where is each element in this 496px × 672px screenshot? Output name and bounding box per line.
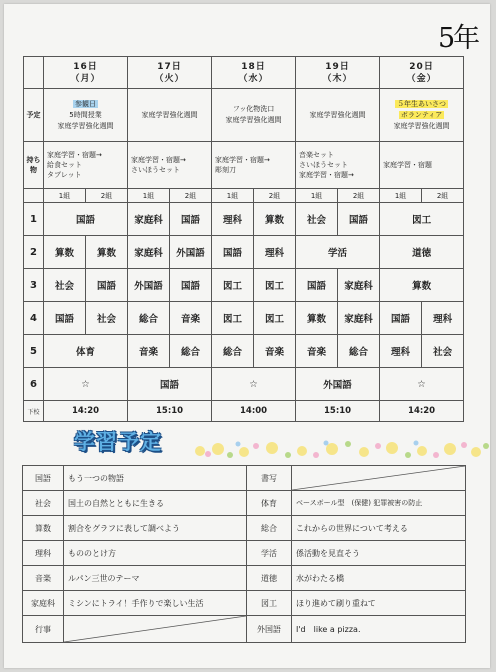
lesson-cell: 社会 (296, 203, 338, 236)
plan-row (23, 541, 466, 566)
lesson-cell: 総合 (338, 335, 380, 368)
weekly-schedule-table (23, 56, 464, 422)
plan-subject: 道徳 (247, 566, 292, 591)
plan-topic: 割合をグラフに表して調べよう (64, 516, 247, 541)
lesson-cell: 家庭科 (338, 302, 380, 335)
sankanbi-badge: 参観日 (75, 99, 96, 108)
plan-subject: 外国語 (247, 616, 292, 643)
lesson-cell: 総合 (170, 335, 212, 368)
period-row-6 (24, 368, 464, 401)
lesson-cell: 国語 (380, 302, 422, 335)
mochimono-fri: 家庭学習・宿題 (380, 142, 464, 189)
plan-row (23, 591, 466, 616)
lesson-cell: 国語 (212, 236, 254, 269)
lesson-cell: 外国語 (170, 236, 212, 269)
plan-row (23, 616, 466, 643)
plan-subject: 行事 (23, 616, 64, 643)
lesson-cell: 理科 (254, 236, 296, 269)
mochimono-label: 持ち物 (24, 142, 44, 189)
dismissal-row (24, 401, 464, 422)
lesson-cell: 家庭科 (338, 269, 380, 302)
yotei-label: 予定 (24, 89, 44, 142)
plan-topic: 国土の自然とともに生きる (64, 491, 247, 516)
plan-topic: ルパン三世のテーマ (64, 566, 247, 591)
learning-plan-table (22, 465, 466, 643)
lesson-cell: 図工 (212, 269, 254, 302)
mochimono-mon: 家庭学習・宿題→ 給食セット タブレット (44, 142, 128, 189)
period-number: 5 (24, 335, 44, 368)
lesson-cell: 図工 (212, 302, 254, 335)
lesson-cell: 家庭科 (128, 236, 170, 269)
plan-row (23, 566, 466, 591)
period-number: 2 (24, 236, 44, 269)
period-number: 1 (24, 203, 44, 236)
lesson-cell: 社会 (86, 302, 128, 335)
lesson-cell: 算数 (86, 236, 128, 269)
plan-topic: これからの世界について考える (292, 516, 466, 541)
lesson-cell: 音楽 (170, 302, 212, 335)
lesson-cell: 音楽 (254, 335, 296, 368)
plan-subject: 社会 (23, 491, 64, 516)
dismissal-time: 14:20 (44, 401, 128, 422)
lesson-cell: 道徳 (380, 236, 464, 269)
dismissal-time: 15:10 (296, 401, 380, 422)
lesson-cell: 国語 (86, 269, 128, 302)
lesson-cell: 総合 (128, 302, 170, 335)
yotei-tue: 家庭学習強化週間 (128, 89, 212, 142)
plan-topic: 水がわたる橋 (292, 566, 466, 591)
lesson-cell: 国語 (170, 269, 212, 302)
period-row-4 (24, 302, 464, 335)
plan-subject: 音楽 (23, 566, 64, 591)
yotei-wed: フッ化物洗口 家庭学習強化週間 (212, 89, 296, 142)
lesson-cell: 国語 (170, 203, 212, 236)
yotei-row (24, 89, 464, 142)
mochimono-row (24, 142, 464, 189)
lesson-cell: 外国語 (128, 269, 170, 302)
period-row-5 (24, 335, 464, 368)
yotei-thu: 家庭学習強化週間 (296, 89, 380, 142)
lesson-cell: 社会 (422, 335, 464, 368)
lesson-cell: 学活 (296, 236, 380, 269)
lesson-cell: 図工 (380, 203, 464, 236)
lesson-cell: 算数 (380, 269, 464, 302)
yotei-fri: ５年生あいさつ ボランティア 家庭学習強化週間 (380, 89, 464, 142)
day-header-mon: 16日 （月） (44, 57, 128, 89)
yotei-mon: 参観日 5時間授業 家庭学習強化週間 (44, 89, 128, 142)
lesson-cell: 国語 (296, 269, 338, 302)
lesson-cell: ☆ (44, 368, 128, 401)
lesson-cell: 国語 (44, 203, 128, 236)
lesson-cell: 算数 (254, 203, 296, 236)
lesson-cell: 国語 (128, 368, 212, 401)
period-row-2 (24, 236, 464, 269)
plan-row (23, 516, 466, 541)
lesson-cell: 算数 (44, 236, 86, 269)
dismissal-time: 15:10 (128, 401, 212, 422)
lesson-cell: 国語 (338, 203, 380, 236)
mochimono-wed: 家庭学習・宿題→ 彫刻刀 (212, 142, 296, 189)
period-number: 3 (24, 269, 44, 302)
dismissal-time: 14:00 (212, 401, 296, 422)
plan-topic: ほり進めて刷り重ねて (292, 591, 466, 616)
lesson-cell: 理科 (380, 335, 422, 368)
plan-topic: 係活動を見直そう (292, 541, 466, 566)
plan-subject: 学活 (247, 541, 292, 566)
plan-subject: 図工 (247, 591, 292, 616)
lesson-cell: 理科 (422, 302, 464, 335)
mochimono-tue: 家庭学習・宿題→ さいほうセット (128, 142, 212, 189)
lesson-cell: ☆ (380, 368, 464, 401)
period-row-1 (24, 203, 464, 236)
day-header-fri: 20日 （金） (380, 57, 464, 89)
period-number: 6 (24, 368, 44, 401)
plan-topic-empty (292, 466, 466, 491)
flower-decoration (192, 437, 492, 459)
plan-topic: ベースボール型 (保健) 犯罪被害の防止 (292, 491, 466, 516)
plan-subject: 体育 (247, 491, 292, 516)
lesson-cell: 音楽 (128, 335, 170, 368)
section-title: 学習予定 (74, 430, 162, 454)
lesson-cell: ☆ (212, 368, 296, 401)
day-header-row (24, 57, 464, 89)
lesson-cell: 家庭科 (128, 203, 170, 236)
plan-subject: 総合 (247, 516, 292, 541)
plan-row (23, 491, 466, 516)
mochimono-thu: 音楽セット さいほうセット 家庭学習・宿題→ (296, 142, 380, 189)
period-row-3 (24, 269, 464, 302)
plan-subject: 書写 (247, 466, 292, 491)
plan-topic: もののとけ方 (64, 541, 247, 566)
lesson-cell: 算数 (296, 302, 338, 335)
day-header-thu: 19日 （木） (296, 57, 380, 89)
plan-topic-empty (64, 616, 247, 643)
plan-topic: ミシンにトライ！手作りで楽しい生活 (64, 591, 247, 616)
lesson-cell: 外国語 (296, 368, 380, 401)
lesson-cell: 国語 (44, 302, 86, 335)
dismissal-label: 下校 (24, 401, 44, 422)
day-header-wed: 18日 （水） (212, 57, 296, 89)
lesson-cell: 音楽 (296, 335, 338, 368)
grade-label: 5年 (438, 23, 479, 54)
lesson-cell: 総合 (212, 335, 254, 368)
day-header-tue: 17日 （火） (128, 57, 212, 89)
plan-row (23, 466, 466, 491)
dismissal-time: 14:20 (380, 401, 464, 422)
lesson-cell: 図工 (254, 302, 296, 335)
plan-topic: I'd like a pizza. (292, 616, 466, 643)
period-number: 4 (24, 302, 44, 335)
lesson-cell: 図工 (254, 269, 296, 302)
lesson-cell: 体育 (44, 335, 128, 368)
lesson-cell: 理科 (212, 203, 254, 236)
class-header-row: 1組 2組 1組 2組 1組 2組 1組 2組 1組 2組 (24, 189, 464, 203)
plan-topic: もう一つの物語 (64, 466, 247, 491)
lesson-cell: 社会 (44, 269, 86, 302)
plan-subject: 家庭科 (23, 591, 64, 616)
plan-subject: 理科 (23, 541, 64, 566)
plan-subject: 算数 (23, 516, 64, 541)
plan-subject: 国語 (23, 466, 64, 491)
